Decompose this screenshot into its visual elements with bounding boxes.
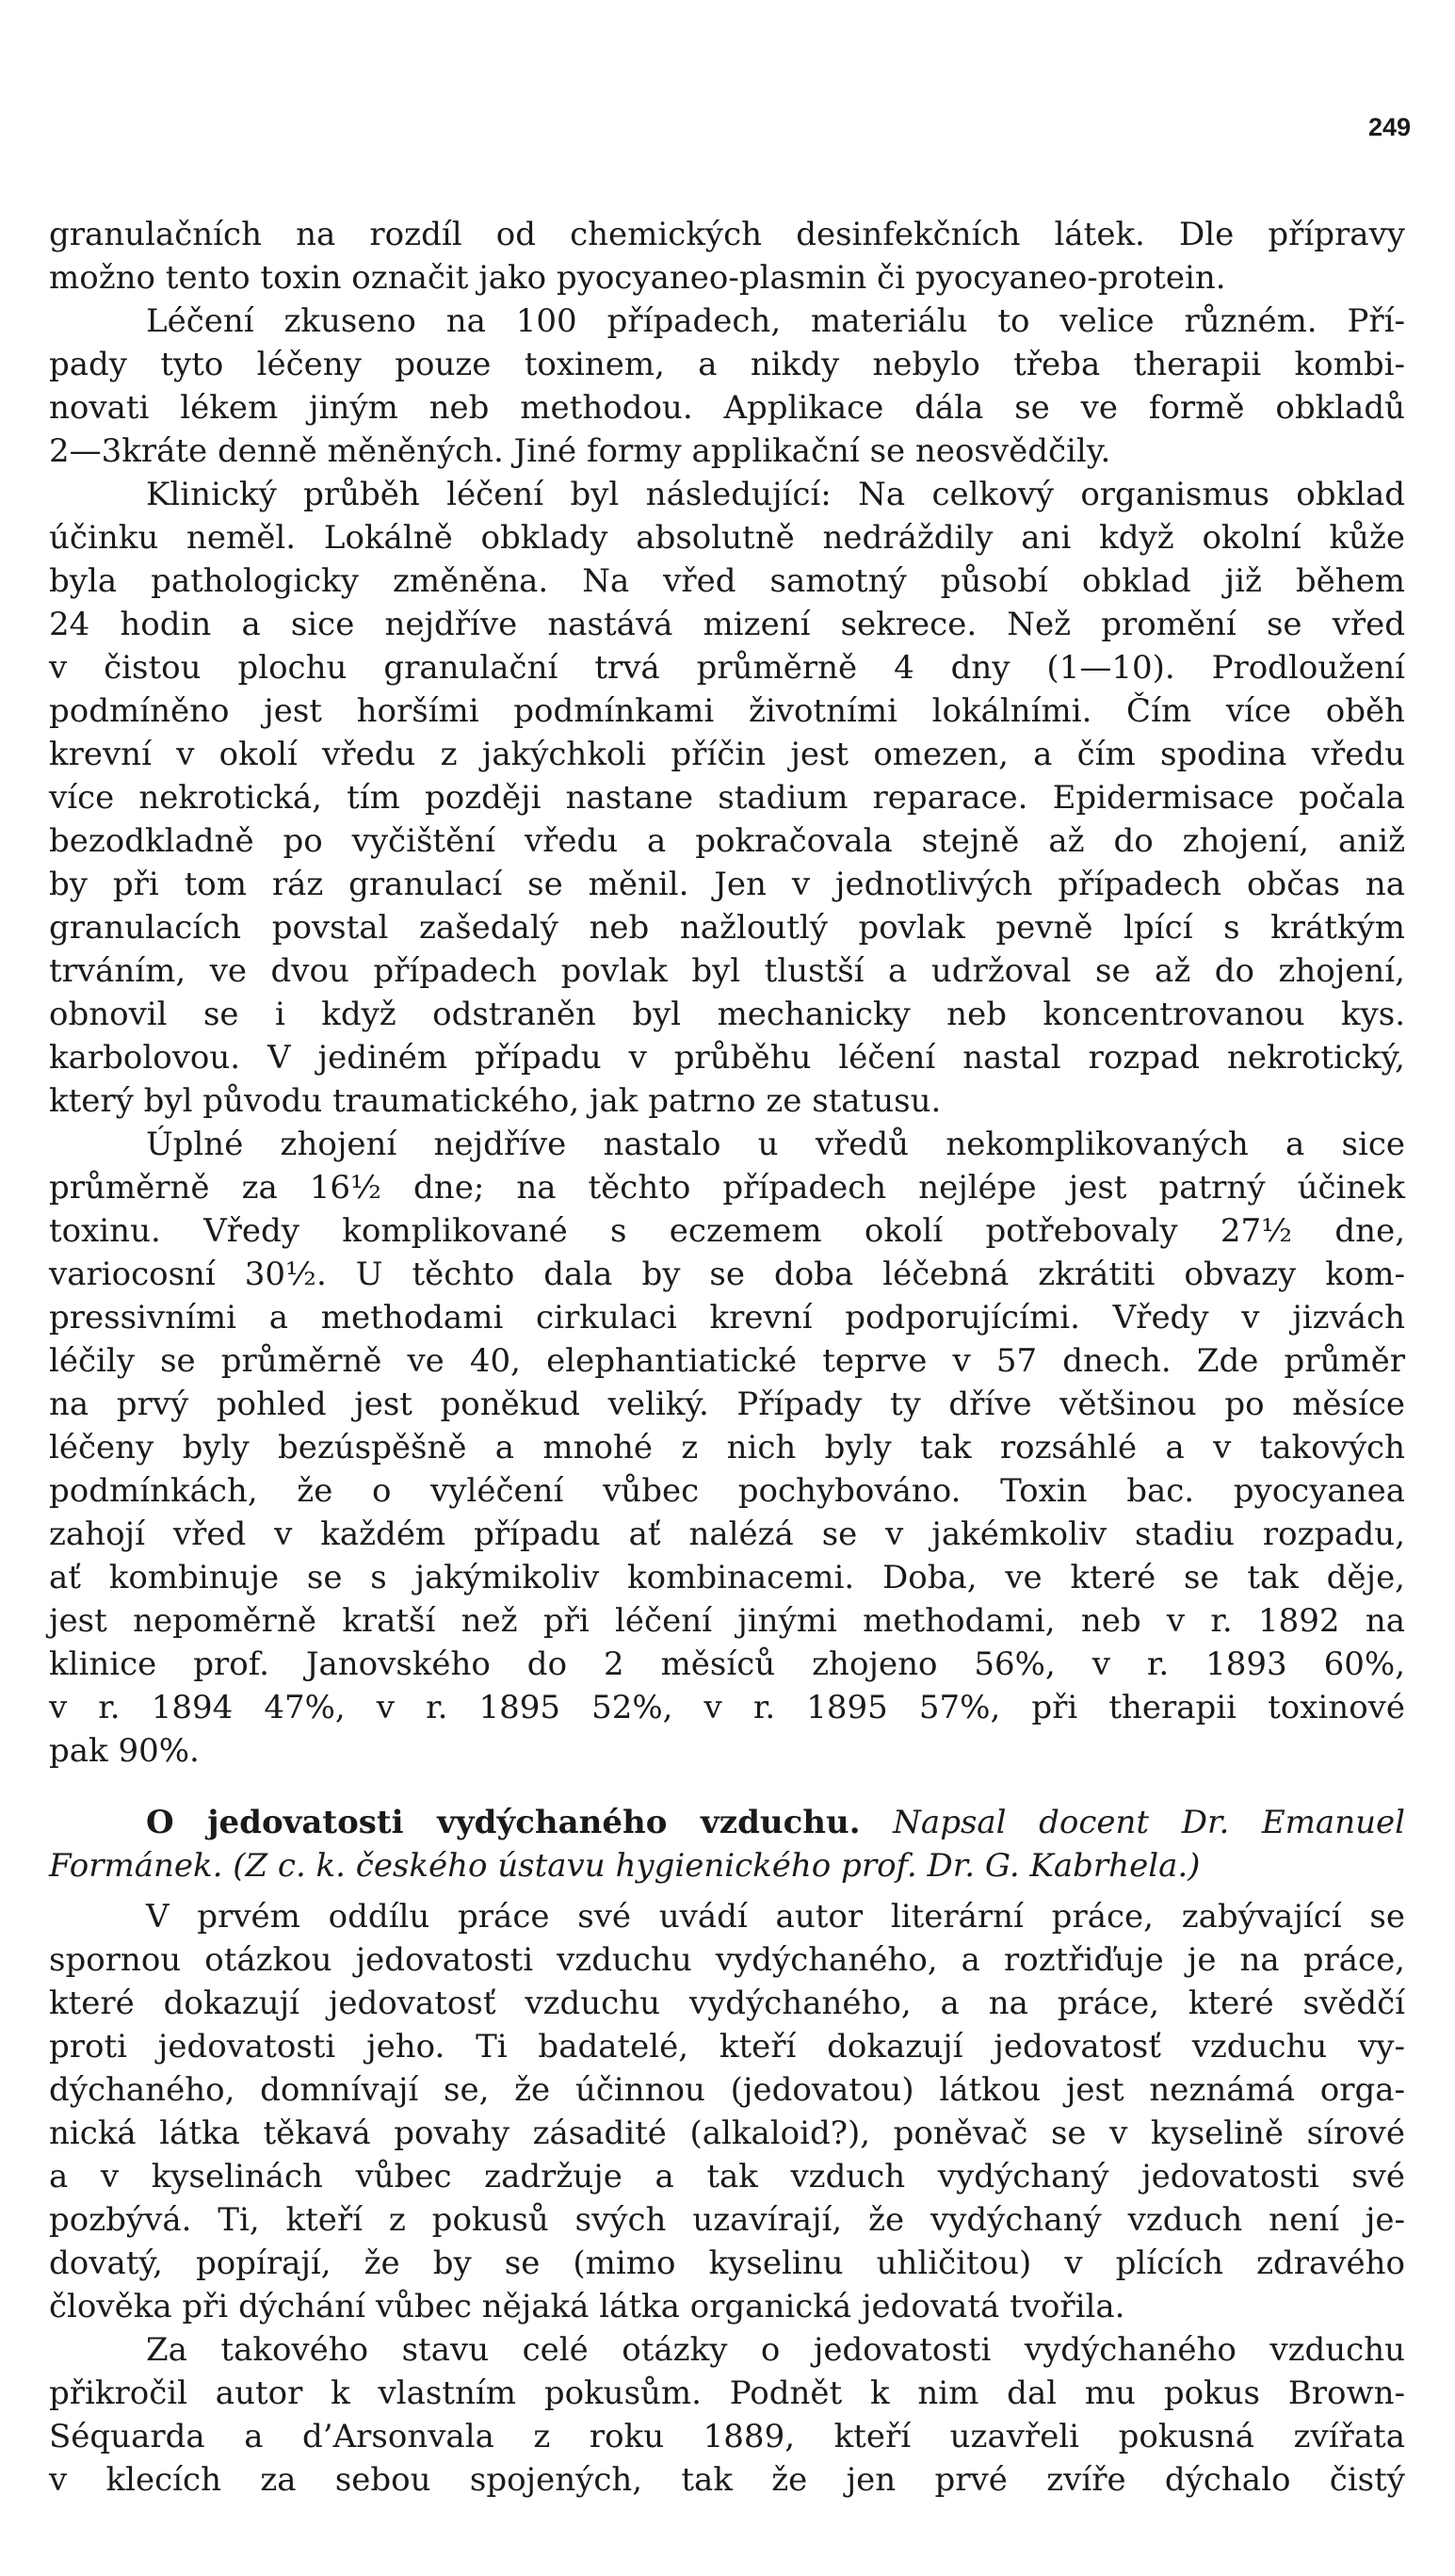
text-line: krevní v okolí vředu z jakýchkoli příčin jest omezen, a čím spodina vředu <box>49 736 1405 773</box>
text-line: a v kyselinách vůbec zadržuje a tak vzduch vydýchaný jedovatosti své <box>49 2158 1405 2195</box>
text-line: Léčení zkuseno na 100 případech, materiálu to velice různém. Pří- <box>146 302 1405 340</box>
text-line: V prvém oddílu práce své uvádí autor literární práce, zabývající se <box>146 1898 1405 1936</box>
text-line: nická látka těkavá povahy zásadité (alkaloid?), poněvač se v kyselině sírové <box>49 2114 1405 2152</box>
text-line: možno tento toxin označit jako pyocyaneo-plasmin či pyocyaneo-protein. <box>49 259 1226 297</box>
text-line: léčily se průměrně ve 40, elephantiatické teprve v 57 dnech. Zde průměr <box>49 1342 1405 1380</box>
text-line: 2—3kráte denně měněných. Jiné formy applikační se neosvědčily. <box>49 432 1111 470</box>
page-number: 249 <box>1367 113 1411 141</box>
text-line: Úplné zhojení nejdříve nastalo u vředů nekomplikovaných a sice <box>146 1126 1405 1163</box>
text-line: přikročil autor k vlastním pokusům. Podnět k nim dal mu pokus Brown- <box>49 2374 1405 2412</box>
text-line: v klecích za sebou spojených, tak že jen prvé zvíře dýchalo čistý <box>49 2461 1405 2499</box>
text-line: novati lékem jiným neb methodou. Applikace dála se ve formě obkladů <box>49 389 1405 427</box>
text-line: člověka při dýchání vůbec nějaká látka organická jedovatá tvořila. <box>49 2288 1125 2325</box>
text-line: karbolovou. V jediném případu v průběhu léčení nastal rozpad nekrotický, <box>49 1039 1405 1077</box>
text-line: spornou otázkou jedovatosti vzduchu vydýchaného, a roztřiďuje je na práce, <box>49 1941 1405 1979</box>
text-line: granulacích povstal zašedalý neb nažloutlý povlak pevně lpící s krátkým <box>49 909 1405 947</box>
text-line: účinku neměl. Lokálně obklady absolutně nedráždily ani když okolní kůže <box>49 519 1405 557</box>
text-line: které dokazují jedovatosť vzduchu vydýchaného, a na práce, které svědčí <box>49 1985 1405 2022</box>
text-line: zahojí vřed v každém případu ať nalézá se v jakémkoliv stadiu rozpadu, <box>49 1515 1405 1553</box>
section-heading <box>146 1806 1405 1839</box>
text-line: obnovil se i když odstraněn byl mechanicky neb koncentrovanou kys. <box>49 996 1405 1033</box>
text-line: Za takového stavu celé otázky o jedovatosti vydýchaného vzduchu <box>146 2331 1405 2369</box>
text-line: pozbývá. Ti, kteří z pokusů svých uzavírají, že vydýchaný vzduch není je- <box>49 2201 1405 2239</box>
text-line: na prvý pohled jest poněkud veliký. Případy ty dříve většinou po měsíce <box>49 1385 1405 1423</box>
text-line: jest nepoměrně kratší než při léčení jinými methodami, neb v r. 1892 na <box>49 1602 1405 1640</box>
text-line: Klinický průběh léčení byl následující: Na celkový organismus obklad <box>146 476 1405 513</box>
section-byline: Napsal docent Dr. Emanuel <box>893 1804 1405 1841</box>
text-line: dýchaného, domnívají se, že účinnou (jedovatou) látkou jest neznámá orga- <box>49 2071 1405 2109</box>
text-line: podmínkách, že o vyléčení vůbec pochybováno. Toxin bac. pyocyanea <box>49 1472 1405 1510</box>
text-line: proti jedovatosti jeho. Ti badatelé, kteří dokazují jedovatosť vzduchu vy- <box>49 2028 1405 2066</box>
section-title: O jedovatosti vydýchaného vzduchu. <box>146 1804 861 1841</box>
text-line: trváním, ve dvou případech povlak byl tlustší a udržoval se až do zhojení, <box>49 952 1405 990</box>
text-line: by při tom ráz granulací se měnil. Jen v jednotlivých případech občas na <box>49 866 1405 903</box>
text-line: pak 90%. <box>49 1732 200 1770</box>
text-line: toxinu. Vředy komplikované s eczemem okolí potřebovaly 27½ dne, <box>49 1212 1405 1250</box>
text-line: podmíněno jest horšími podmínkami životními lokálními. Čím více oběh <box>49 692 1405 730</box>
text-line: 24 hodin a sice nejdříve nastává mizení sekrece. Než promění se vřed <box>49 606 1405 643</box>
text-line: variocosní 30½. U těchto dala by se doba léčebná zkrátiti obvazy kom- <box>49 1256 1405 1293</box>
text-line: průměrně za 16½ dne; na těchto případech nejlépe jest patrný účinek <box>49 1169 1405 1207</box>
text-line: pady tyto léčeny pouze toxinem, a nikdy nebylo třeba therapii kombi- <box>49 346 1405 383</box>
section-byline-line: Formánek. (Z c. k. českého ústavu hygienického prof. Dr. G. Kabrhela.) <box>49 1847 1201 1885</box>
text-line: který byl původu traumatického, jak patrno ze statusu. <box>49 1082 942 1120</box>
text-line: ať kombinuje se s jakýmikoliv kombinacemi. Doba, ve které se tak děje, <box>49 1559 1405 1596</box>
text-line: pressivními a methodami cirkulaci krevní podporujícími. Vředy v jizvách <box>49 1299 1405 1337</box>
text-line: klinice prof. Janovského do 2 měsíců zhojeno 56%, v r. 1893 60%, <box>49 1645 1405 1683</box>
text-line: byla pathologicky změněna. Na vřed samotný působí obklad již během <box>49 562 1405 600</box>
text-line: bezodkladně po vyčištění vředu a pokračovala stejně až do zhojení, aniž <box>49 822 1405 860</box>
text-line: léčeny byly bezúspěšně a mnohé z nich byly tak rozsáhlé a v takových <box>49 1429 1405 1466</box>
text-line: v čistou plochu granulační trvá průměrně 4 dny (1—10). Prodloužení <box>49 649 1405 687</box>
text-line: dovatý, popírají, že by se (mimo kyselinu uhličitou) v plících zdravého <box>49 2244 1405 2282</box>
text-line: více nekrotická, tím později nastane stadium reparace. Epidermisace počala <box>49 779 1405 817</box>
text-line: v r. 1894 47%, v r. 1895 52%, v r. 1895 57%, při therapii toxinové <box>49 1689 1405 1726</box>
text-line: granulačních na rozdíl od chemických desinfekčních látek. Dle přípravy <box>49 216 1405 253</box>
text-line: Séquarda a d’Arsonvala z roku 1889, kteří uzavřeli pokusná zvířata <box>49 2418 1405 2455</box>
